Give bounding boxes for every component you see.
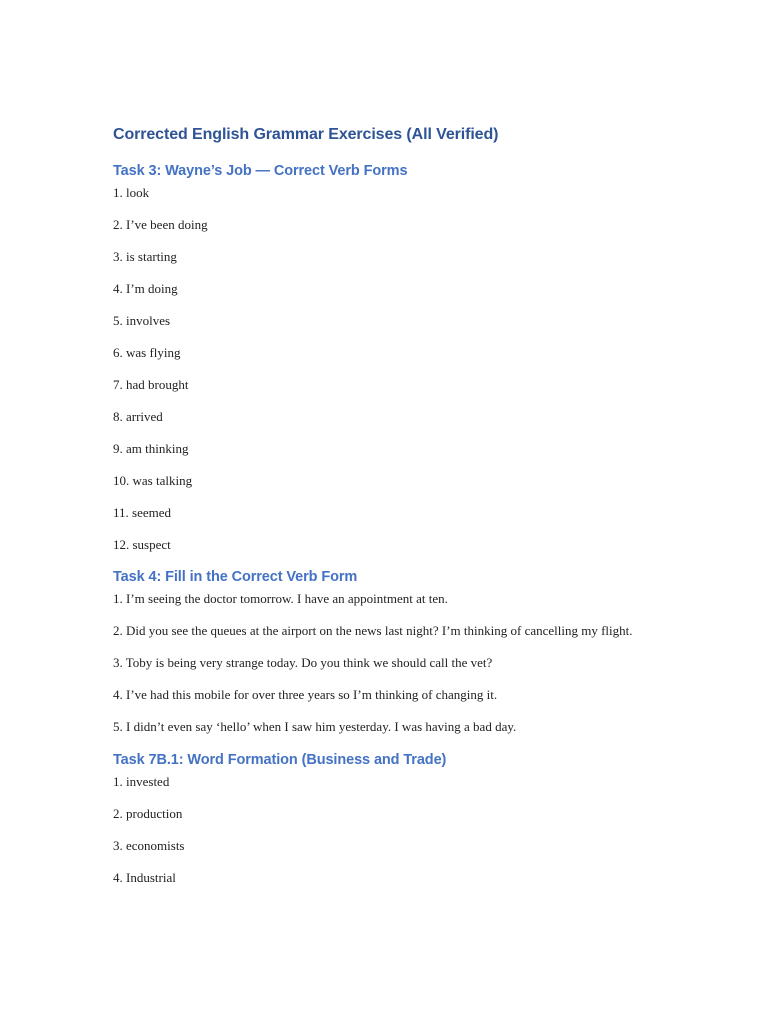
list-item: 5. I didn’t even say ‘hello’ when I saw him yesterday. I was having a bad day. xyxy=(113,719,517,734)
task-4-heading: Task 4: Fill in the Correct Verb Form xyxy=(113,569,358,585)
list-item: 1. I’m seeing the doctor tomorrow. I have an appointment at ten. xyxy=(113,591,448,606)
list-item: 4. I’m doing xyxy=(113,281,178,296)
task-4-answer-list xyxy=(113,589,658,737)
list-item: 12. suspect xyxy=(113,537,171,552)
list-item: 8. arrived xyxy=(113,409,163,424)
list-item: 9. am thinking xyxy=(113,441,189,456)
list-item: 5. involves xyxy=(113,313,171,328)
list-item: 7. had brought xyxy=(113,377,189,392)
list-item: 2. production xyxy=(113,806,183,821)
task-3-heading: Task 3: Wayne’s Job — Correct Verb Forms xyxy=(113,163,408,179)
document-page xyxy=(113,124,658,888)
list-item: 3. economists xyxy=(113,838,185,853)
task-3-answer-list xyxy=(113,183,658,555)
list-item: 1. invested xyxy=(113,774,170,789)
list-item: 2. Did you see the queues at the airport on the news last night? I’m thinking of cancelling my flight. xyxy=(113,623,633,638)
task-7b1-answer-list xyxy=(113,772,658,888)
list-item: 1. look xyxy=(113,185,150,200)
list-item: 4. I’ve had this mobile for over three years so I’m thinking of changing it. xyxy=(113,687,498,702)
list-item: 11. seemed xyxy=(113,505,171,520)
list-item: 3. is starting xyxy=(113,249,177,264)
list-item: 3. Toby is being very strange today. Do you think we should call the vet? xyxy=(113,655,493,670)
list-item: 4. Industrial xyxy=(113,870,176,885)
task-7b1-heading: Task 7B.1: Word Formation (Business and Trade) xyxy=(113,752,447,768)
list-item: 2. I’ve been doing xyxy=(113,217,208,232)
list-item: 10. was talking xyxy=(113,473,193,488)
list-item: 6. was flying xyxy=(113,345,181,360)
document-title: Corrected English Grammar Exercises (All Verified) xyxy=(113,126,499,143)
